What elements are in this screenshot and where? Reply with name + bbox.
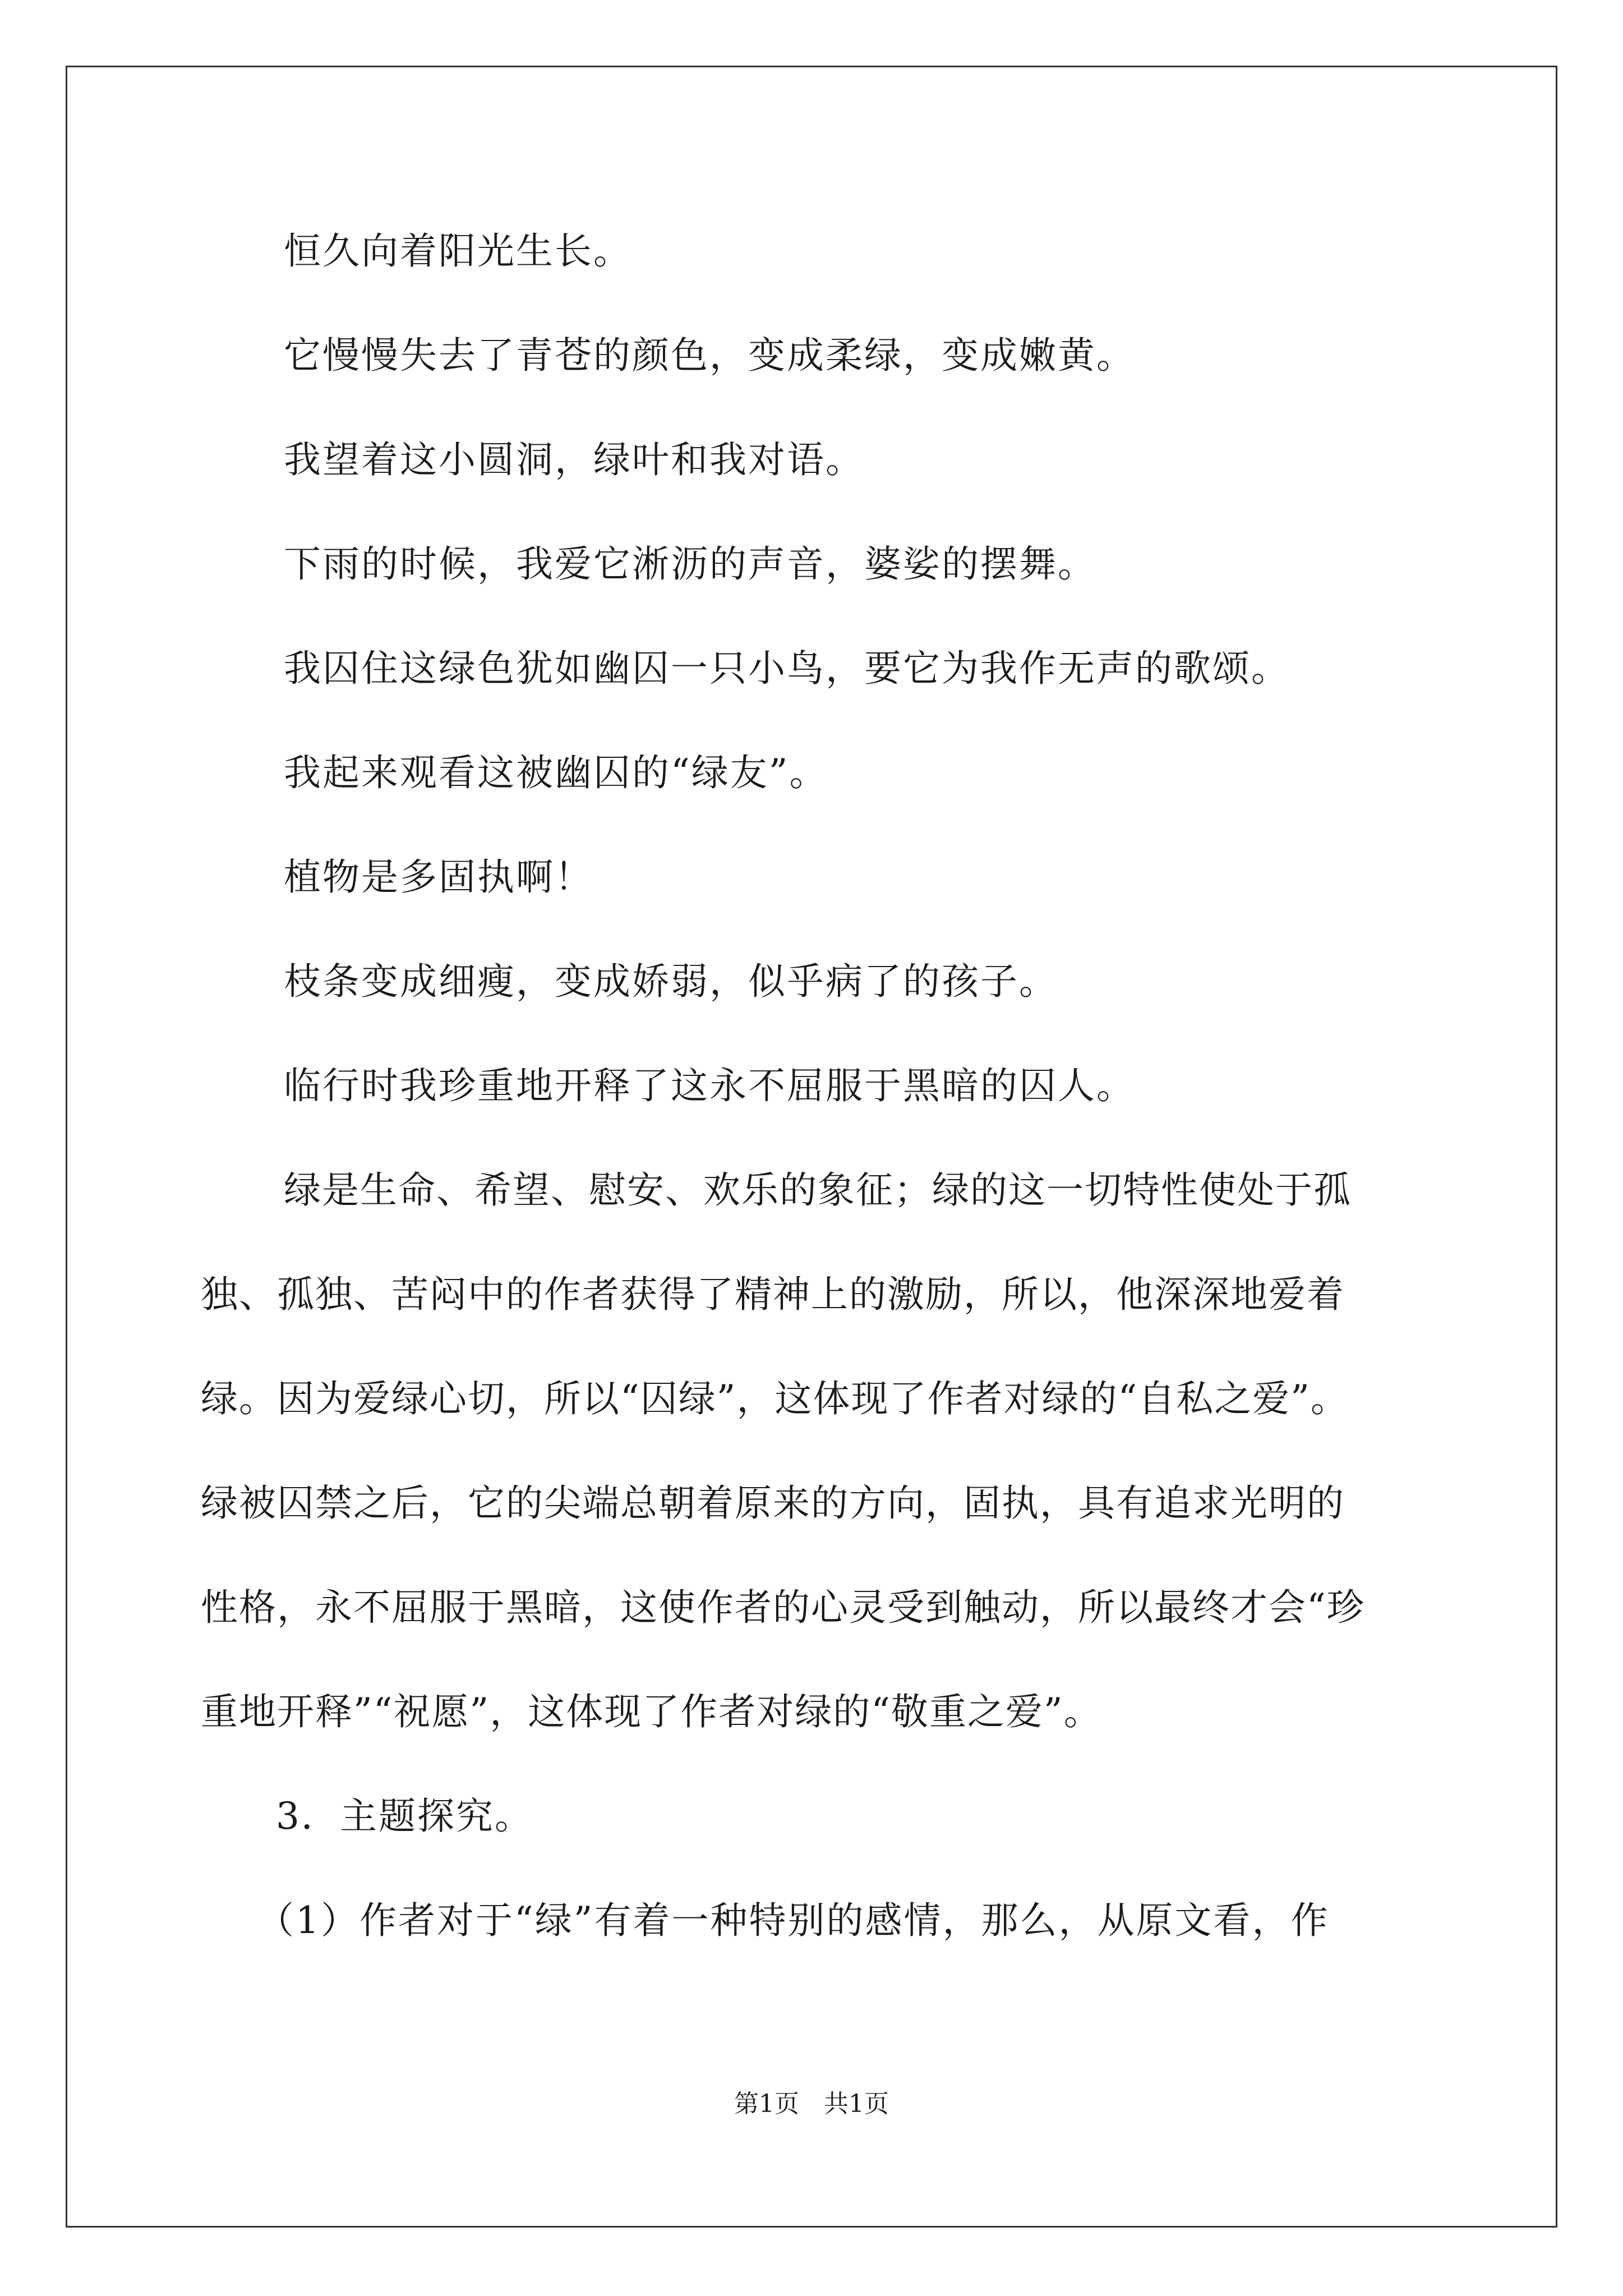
paragraph-line-6: 重地开释”“祝愿”，这体现了作者对绿的“敬重之爱”。 <box>201 1690 1102 1733</box>
text-line-3: 我望着这小圆洞，绿叶和我对语。 <box>284 438 864 481</box>
section-heading: 3．主题探究。 <box>276 1795 533 1838</box>
paragraph-line-1: 绿是生命、希望、慰安、欢乐的象征；绿的这一切特性使处于孤 <box>284 1168 1352 1212</box>
text-line-2: 它慢慢失去了青苍的颜色，变成柔绿，变成嫩黄。 <box>284 334 1135 377</box>
text-line-5: 我囚住这绿色犹如幽囚一只小鸟，要它为我作无声的歌颂。 <box>284 647 1290 690</box>
paragraph-line-4: 绿被囚禁之后，它的尖端总朝着原来的方向，固执，具有追求光明的 <box>201 1481 1345 1525</box>
paragraph-line-5: 性格，永不屈服于黑暗，这使作者的心灵受到触动，所以最终才会“珍 <box>201 1586 1365 1629</box>
text-line-8: 枝条变成细瘦，变成娇弱，似乎病了的孩子。 <box>284 960 1058 1003</box>
paragraph-line-3: 绿。因为爱绿心切，所以“囚绿”，这体现了作者对绿的“自私之爱”。 <box>201 1377 1349 1420</box>
text-line-7: 植物是多固执啊！ <box>284 855 593 899</box>
text-line-4: 下雨的时候，我爱它淅沥的声音，婆娑的摆舞。 <box>284 542 1096 586</box>
text-line-9: 临行时我珍重地开释了这永不屈服于黑暗的囚人。 <box>284 1064 1135 1107</box>
question-text: （1）作者对于“绿”有着一种特别的感情，那么，从原文看，作 <box>257 1899 1330 1942</box>
text-line-1: 恒久向着阳光生长。 <box>284 229 632 273</box>
page-number-footer: 第1页 共1页 <box>734 2090 889 2118</box>
text-line-6: 我起来观看这被幽囚的“绿友”。 <box>284 751 828 794</box>
paragraph-line-2: 独、孤独、苦闷中的作者获得了精神上的激励，所以，他深深地爱着 <box>201 1273 1345 1316</box>
